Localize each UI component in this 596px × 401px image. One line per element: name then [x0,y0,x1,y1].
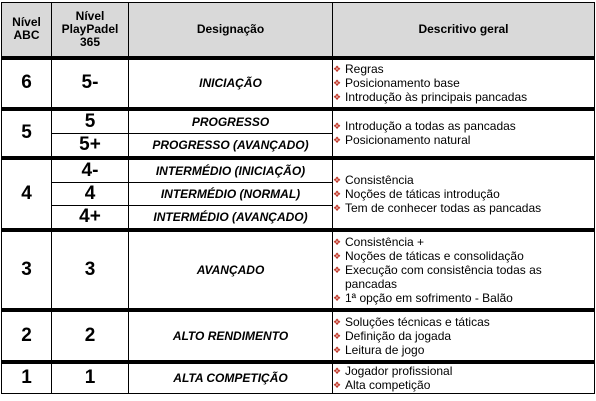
table-row [2,310,595,362]
list-item [333,315,594,329]
diamond-bullet-icon: ❖ [333,316,342,327]
descritivo-cell [333,109,595,158]
descritivo-cell [333,158,595,230]
nivel-abc-cell: 2 [2,310,52,362]
designacao-cell: ALTA COMPETIÇÃO [129,362,333,394]
diamond-bullet-icon: ❖ [333,188,342,199]
nivel-playpadel-cell: 5- [52,58,129,109]
nivel-playpadel-cell: 5 [52,109,129,134]
list-item [333,343,594,357]
levels-body [2,58,595,394]
descritivo-list [333,62,594,104]
diamond-bullet-icon: ❖ [333,250,342,261]
descritivo-text: Consistência [345,172,414,187]
table-row [2,58,595,109]
diamond-bullet-icon: ❖ [333,202,342,213]
descritivo-list [333,119,594,147]
designacao-cell: INTERMÉDIO (NORMAL) [129,182,333,205]
nivel-abc-cell: 6 [2,58,52,109]
list-item [333,263,594,291]
descritivo-text: Regras [345,62,384,76]
list-item [333,329,594,343]
diamond-bullet-icon: ❖ [333,174,342,185]
list-item [333,90,594,104]
descritivo-list [333,235,594,305]
header-row [2,3,595,58]
descritivo-text: Noções de táticas e consolidação [345,248,524,263]
descritivo-text: Posicionamento natural [345,133,471,147]
descritivo-cell [333,58,595,109]
diamond-bullet-icon: ❖ [333,92,342,102]
nivel-playpadel-cell: 2 [52,310,129,362]
descritivo-text: Noções de táticas introdução [345,186,500,201]
nivel-playpadel-cell: 3 [52,230,129,310]
designacao-cell: PROGRESSO (AVANÇADO) [129,133,333,158]
list-item [333,76,594,90]
header-nivel-playpadel: Nível PlayPadel 365 [52,3,129,58]
descritivo-list [333,315,594,357]
nivel-playpadel-cell: 4- [52,158,129,183]
diamond-bullet-icon: ❖ [333,380,342,391]
list-item [333,201,594,215]
nivel-playpadel-cell: 4+ [52,205,129,230]
designacao-cell: ALTO RENDIMENTO [129,310,333,362]
list-item [333,173,594,187]
descritivo-cell [333,362,595,394]
nivel-playpadel-cell: 5+ [52,133,129,158]
designacao-cell: INTERMÉDIO (AVANÇADO) [129,205,333,230]
descritivo-text: Leitura de jogo [345,342,425,357]
diamond-bullet-icon: ❖ [333,264,342,275]
designacao-cell: INICIAÇÃO [129,58,333,109]
descritivo-list [333,173,594,215]
designacao-cell: AVANÇADO [129,230,333,310]
nivel-playpadel-cell: 4 [52,182,129,205]
designacao-cell: PROGRESSO [129,109,333,134]
descritivo-text: Soluções técnicas e táticas [345,314,490,329]
list-item [333,235,594,249]
nivel-abc-cell: 3 [2,230,52,310]
descritivo-cell [333,310,595,362]
nivel-abc-cell: 4 [2,158,52,230]
list-item [333,378,594,392]
descritivo-text: Jogador profissional [345,364,453,379]
table-row [2,362,595,394]
levels-table [1,2,595,394]
table-row [2,230,595,310]
header-designacao: Designação [129,3,333,58]
table-row [2,109,595,134]
descritivo-cell [333,230,595,310]
header-descritivo: Descritivo geral [333,3,595,58]
diamond-bullet-icon: ❖ [333,64,342,74]
list-item [333,291,594,305]
diamond-bullet-icon: ❖ [333,330,342,341]
diamond-bullet-icon: ❖ [333,292,342,303]
header-nivel-abc: Nível ABC [2,3,52,58]
diamond-bullet-icon: ❖ [333,236,342,247]
list-item [333,364,594,378]
list-item [333,249,594,263]
diamond-bullet-icon: ❖ [333,121,342,131]
descritivo-text: Tem de conhecer todas as pancadas [345,200,542,215]
diamond-bullet-icon: ❖ [333,78,342,88]
nivel-abc-cell: 5 [2,109,52,158]
diamond-bullet-icon: ❖ [333,366,342,377]
diamond-bullet-icon: ❖ [333,344,342,355]
designacao-cell: INTERMÉDIO (INICIAÇÃO) [129,158,333,183]
nivel-abc-cell: 1 [2,362,52,394]
descritivo-text: Alta competição [345,378,431,393]
nivel-playpadel-cell: 1 [52,362,129,394]
descritivo-text: Posicionamento base [345,76,460,90]
descritivo-text: Definição da jogada [345,328,452,343]
descritivo-text: Introdução a todas as pancadas [345,119,516,133]
list-item [333,187,594,201]
descritivo-text: Consistência + [345,234,425,249]
descritivo-text: 1ª opção em sofrimento - Balão [345,290,513,305]
descritivo-text: Introdução às principais pancadas [345,90,528,104]
table-row [2,158,595,183]
list-item [333,62,594,76]
diamond-bullet-icon: ❖ [333,135,342,145]
descritivo-list [333,364,594,392]
list-item [333,133,594,147]
descritivo-text: Execução com consistência todas as pancadas [345,262,542,291]
list-item [333,119,594,133]
